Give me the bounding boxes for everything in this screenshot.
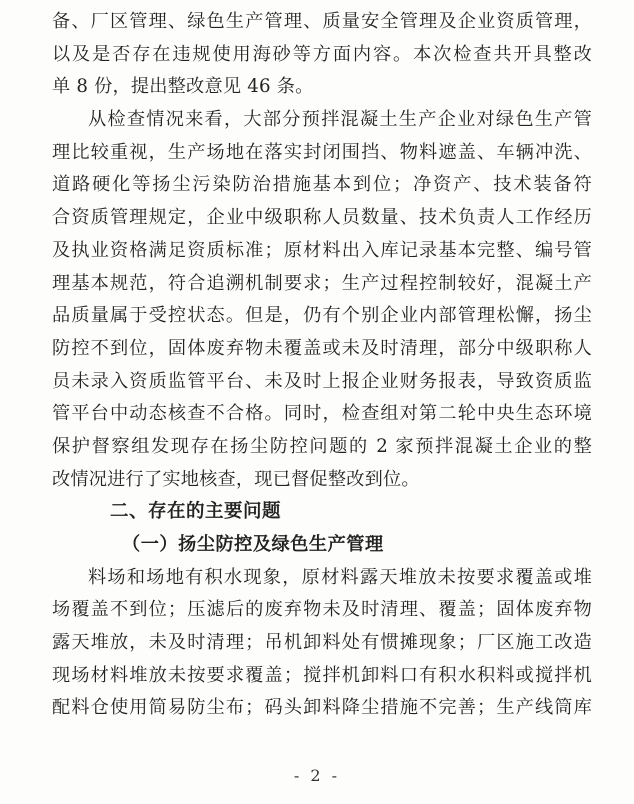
text-line: 管平台中动态核查不合格。同时，检查组对第二轮中央生态环境 bbox=[52, 403, 592, 425]
text-line: 改情况进行了实地核查，现已督促整改到位。 bbox=[52, 468, 420, 490]
subsection-heading: （一）扬尘防控及绿色生产管理 bbox=[122, 534, 384, 555]
page-number: - 2 - bbox=[293, 766, 341, 785]
paragraph-intro bbox=[52, 6, 592, 104]
text-line: 以及是否存在违规使用海砂等方面内容。本次检查共开具整改 bbox=[52, 43, 592, 65]
text-line: 理比较重视，生产场地在落实封闭围挡、物料遮盖、车辆冲洗、 bbox=[52, 141, 592, 163]
text-line: 及执业资格满足资质标准；原材料出入库记录基本完整、编号管 bbox=[52, 239, 592, 261]
paragraph-inspection-findings bbox=[52, 104, 592, 496]
text-line: 单 8 份，提出整改意见 46 条。 bbox=[52, 76, 314, 98]
text-line: 备、厂区管理、绿色生产管理、质量安全管理及企业资质管理， bbox=[52, 11, 592, 32]
text-line: 保护督察组发现存在扬尘防控问题的 2 家预拌混凝土企业的整 bbox=[52, 435, 592, 457]
text-line: 现场材料堆放未按要求覆盖；搅拌机卸料口有积水积料或搅拌机 bbox=[52, 664, 592, 686]
section-heading: 二、存在的主要问题 bbox=[110, 501, 282, 523]
text-line: 道路硬化等扬尘污染防治措施基本到位；净资产、技术装备符 bbox=[52, 174, 592, 196]
text-line: 防控不到位，固体废弃物未覆盖或未及时清理，部分中级职称人 bbox=[52, 337, 592, 359]
text-line: 合资质管理规定，企业中级职称人员数量、技术负责人工作经历 bbox=[52, 207, 592, 229]
text-line: 场覆盖不到位；压滤后的废弃物未及时清理、覆盖；固体废弃物 bbox=[52, 599, 592, 621]
text-line: 料场和场地有积水现象，原材料露天堆放未按要求覆盖或堆 bbox=[88, 566, 592, 588]
text-line: 配料仓使用简易防尘布；码头卸料降尘措施不完善；生产线筒库 bbox=[52, 697, 592, 719]
text-line: 员未录入资质监管平台、未及时上报企业财务报表，导致资质监 bbox=[52, 370, 592, 392]
text-line: 品质量属于受控状态。但是，仍有个别企业内部管理松懈，扬尘 bbox=[52, 305, 592, 327]
paragraph-dust-issues bbox=[52, 562, 592, 725]
text-line: 露天堆放，未及时清理；吊机卸料处有惯摊现象；厂区施工改造 bbox=[52, 632, 592, 654]
text-line: 从检查情况来看，大部分预拌混凝土生产企业对绿色生产管 bbox=[88, 109, 592, 131]
document-page bbox=[52, 6, 592, 725]
text-line: 理基本规范，符合追溯机制要求；生产过程控制较好，混凝土产 bbox=[52, 272, 592, 294]
